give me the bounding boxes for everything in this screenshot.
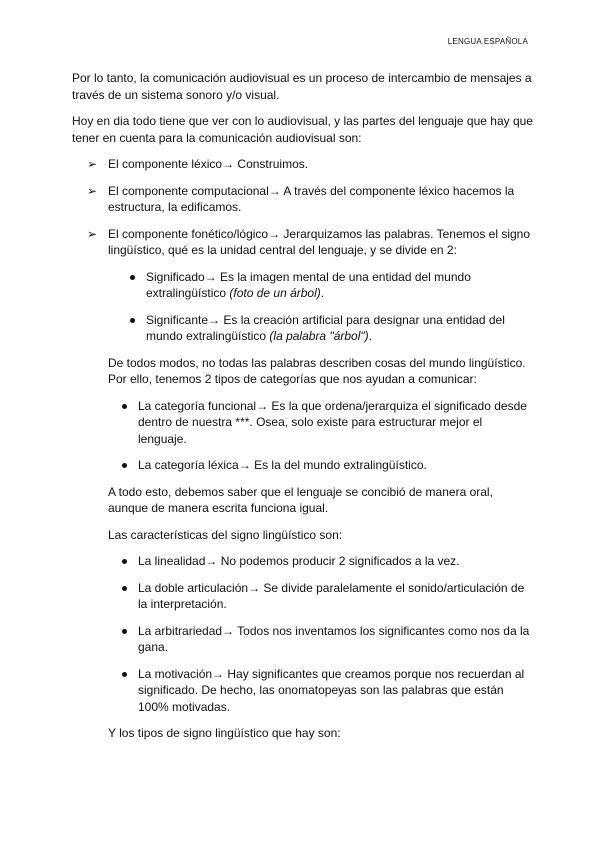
caracteristica-text: La motivación→ Hay significantes que creamos porque nos recuerdan al significado. De hecho, las onomatopeyas son las palabras que están 100% motivadas. xyxy=(138,666,525,714)
paragraph-2: Hoy en dia todo tiene que ver con lo audiovisual, y las partes del lenguaje que hay que tener en cuenta para la comunicación audiovisual son: xyxy=(72,114,533,145)
bullet-dot-icon xyxy=(122,559,127,564)
paragraph-1: Por lo tanto, la comunicación audiovisual es un proceso de intercambio de mensajes a través de un sistema sonoro y/o visual. xyxy=(72,71,532,102)
paragraph-3: De todos modos, no todas las palabras describen cosas del mundo lingüístico. Por ello, tenemos 2 tipos de categorías que nos ayudan a comunicar: xyxy=(108,355,526,386)
document-body xyxy=(72,70,534,752)
caracteristica-text: La linealidad→ No podemos producir 2 significados a la vez. xyxy=(138,554,460,568)
bullet-dot-icon xyxy=(122,672,127,677)
paragraph-6: Y los tipos de signo lingüístico que hay son: xyxy=(108,726,341,740)
list-item xyxy=(108,580,534,613)
list-item xyxy=(72,156,534,173)
categorias-list xyxy=(108,398,534,474)
signo-parts-list xyxy=(108,269,534,345)
list-item xyxy=(108,398,534,448)
list-item xyxy=(108,312,534,345)
page-header: LENGUA ESPAÑOLA xyxy=(447,37,528,46)
caracteristicas-list xyxy=(108,553,534,715)
list-item xyxy=(72,183,534,216)
arrow-bullet-icon: ➢ xyxy=(87,183,98,198)
bullet-dot-icon xyxy=(122,463,127,468)
list-item xyxy=(108,666,534,716)
caracteristica-text: La doble articulación→ Se divide paralelamente el sonido/articulación de la interpretación. xyxy=(138,580,525,611)
indented-section xyxy=(72,355,534,742)
signo-part-example: (foto de un árbol) xyxy=(229,286,321,300)
list-item xyxy=(108,269,534,302)
signo-part-example: (la palabra "árbol") xyxy=(269,329,369,343)
list-item xyxy=(108,623,534,656)
arrow-bullet-icon: ➢ xyxy=(87,157,98,171)
list-item xyxy=(108,457,534,474)
categoria-text: La categoría léxica→ Es la del mundo extralingüístico. xyxy=(138,458,427,472)
paragraph-5: Las características del signo lingüístico son: xyxy=(108,527,343,542)
component-text: El componente computacional→ A través del componente léxico hacemos la estructura, la edificamos. xyxy=(108,183,515,214)
signo-part-end: . xyxy=(368,329,372,343)
list-item xyxy=(108,553,534,570)
bullet-dot-icon xyxy=(130,275,135,280)
signo-part-end: . xyxy=(320,286,325,300)
component-text: El componente fonético/lógico→ Jerarquizamos las palabras. Tenemos el signo lingüístico, qué es la unidad central del lenguaje, y se divide en 2: xyxy=(108,226,531,257)
caracteristica-text: La arbitrariedad→ Todos nos inventamos los significantes como nos da la gana. xyxy=(138,623,530,654)
list-item xyxy=(72,226,534,345)
arrow-bullet-icon: ➢ xyxy=(87,226,98,241)
bullet-dot-icon xyxy=(122,629,127,634)
categoria-text: La categoría funcional→ Es la que ordena/jerarquiza el significado desde dentro de nuestra ***. Osea, solo existe para estructurar mejor el lenguaje. xyxy=(138,398,527,446)
bullet-dot-icon xyxy=(130,318,135,323)
paragraph-4: A todo esto, debemos saber que el lenguaje se concibió de manera oral, aunque de manera escrita funciona igual. xyxy=(108,484,493,515)
component-text: El componente léxico→ Construimos. xyxy=(108,157,309,171)
bullet-dot-icon xyxy=(122,404,127,409)
components-list xyxy=(72,156,534,345)
signo-part-text: Significante→ Es la creación artificial para designar una entidad del mundo extralingüístico xyxy=(146,312,505,343)
bullet-dot-icon xyxy=(122,586,127,591)
signo-part-text: Significado→ Es la imagen mental de una entidad del mundo extralingüístico xyxy=(146,269,471,300)
